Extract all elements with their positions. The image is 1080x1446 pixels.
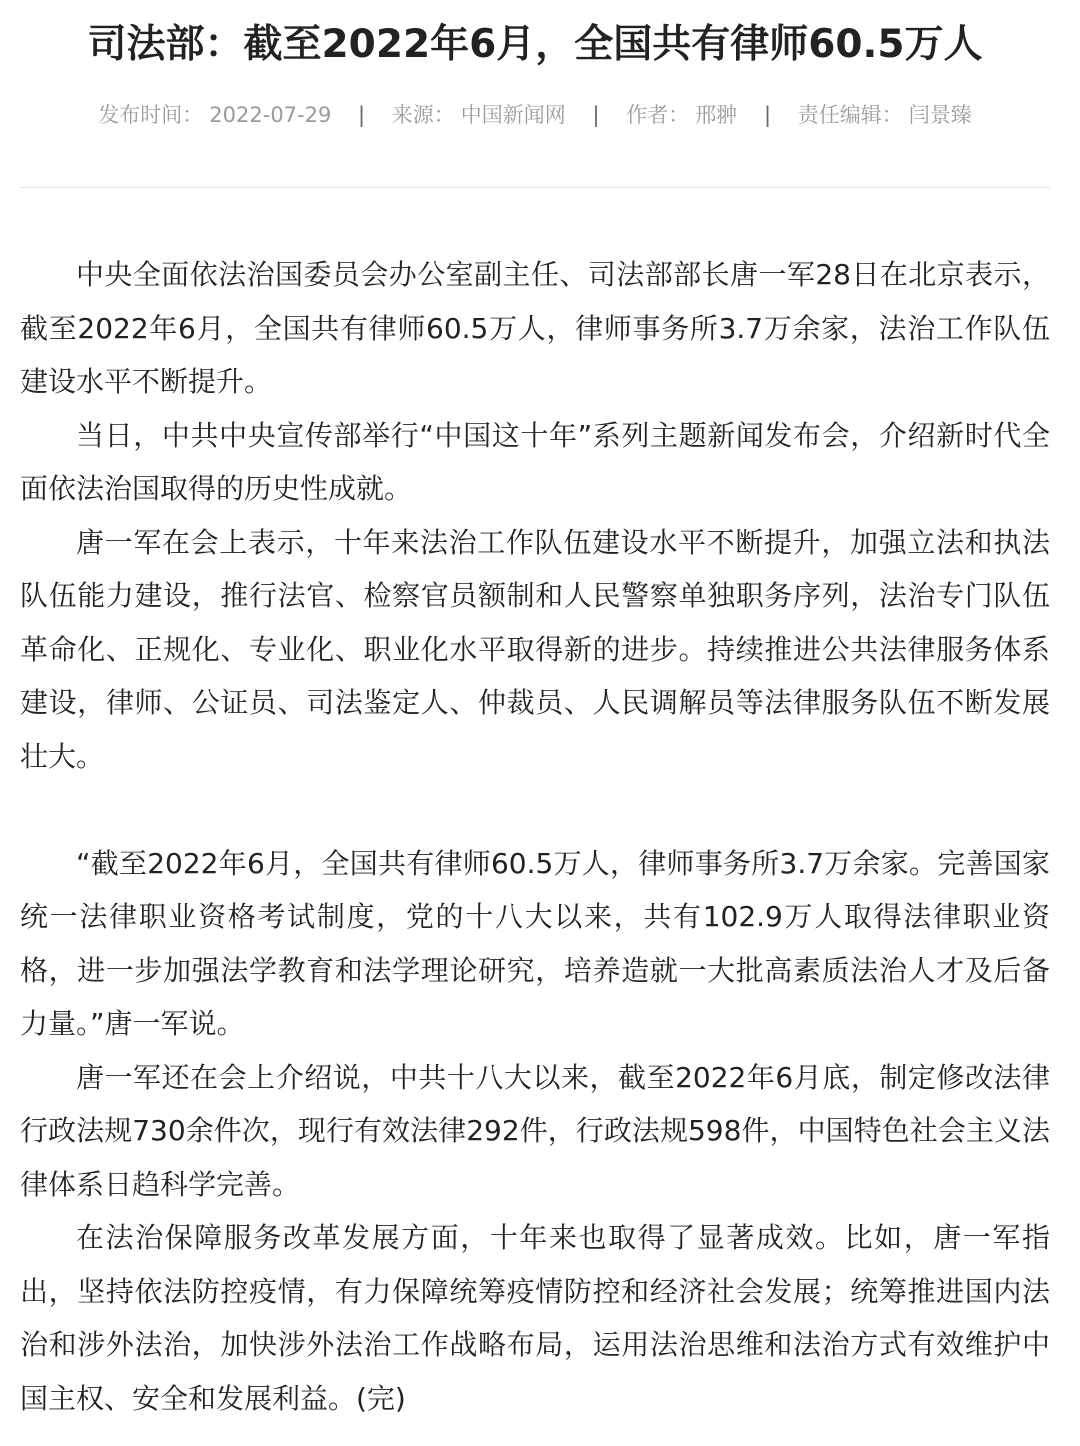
article-paragraph: 唐一军在会上表示，十年来法治工作队伍建设水平不断提升，加强立法和执法队伍能力建设，推行法官、检察官员额制和人民警察单独职务序列，法治专门队伍革命化、正规化、专业化、职业化水平取得新的进步。持续推进公共法律服务体系建设，律师、公证员、司法鉴定人、仲裁员、人民调解员等法律服务队伍不断发展壮大。: [20, 525, 1050, 773]
article-paragraph: 唐一军还在会上介绍说，中共十八大以来，截至2022年6月底，制定修改法律行政法规730余件次，现行有效法律292件，行政法规598件，中国特色社会主义法律体系日趋科学完善。: [20, 1060, 1050, 1201]
article-paragraph: 当日，中共中央宣传部举行“中国这十年”系列主题新闻发布会，介绍新时代全面依法治国取得的历史性成就。: [20, 418, 1050, 505]
author-name: 邢翀: [695, 103, 738, 127]
meta-separator: |: [592, 103, 600, 127]
author-label: 作者：: [626, 103, 690, 127]
article-meta: [20, 100, 1050, 130]
article-paragraph: 在法治保障服务改革发展方面，十年来也取得了显著成效。比如，唐一军指出，坚持依法防控疫情，有力保障统筹疫情防控和经济社会发展；统筹推进国内法治和涉外法治，加快涉外法治工作战略布局，运用法治思维和法治方式有效维护中国主权、安全和发展利益。(完): [20, 1221, 1050, 1415]
article-title: 司法部：截至2022年6月，全国共有律师60.5万人: [87, 22, 983, 67]
paragraph-spacer: [20, 783, 1050, 837]
article-paragraph: 中央全面依法治国委员会办公室副主任、司法部部长唐一军28日在北京表示，截至2022年6月，全国共有律师60.5万人，律师事务所3.7万余家，法治工作队伍建设水平不断提升。: [20, 258, 1050, 398]
meta-separator: |: [358, 103, 366, 127]
source-label: 来源：: [391, 103, 455, 127]
meta-separator: |: [763, 103, 772, 127]
source-name: 中国新闻网: [460, 103, 566, 127]
article-body: [20, 248, 1050, 1425]
publish-time: 2022-07-29: [209, 103, 332, 127]
publish-time-label: 发布时间：: [98, 103, 204, 127]
header-divider: [20, 187, 1050, 188]
editor-label: 责任编辑：: [797, 103, 903, 127]
article-paragraph: “截至2022年6月，全国共有律师60.5万人，律师事务所3.7万余家。完善国家统一法律职业资格考试制度，党的十八大以来，共有102.9万人取得法律职业资格，进一步加强法学教育和法学理论研究，培养造就一大批高素质法治人才及后备力量。”唐一军说。: [20, 846, 1050, 1040]
editor-name: 闫景臻: [908, 103, 972, 127]
